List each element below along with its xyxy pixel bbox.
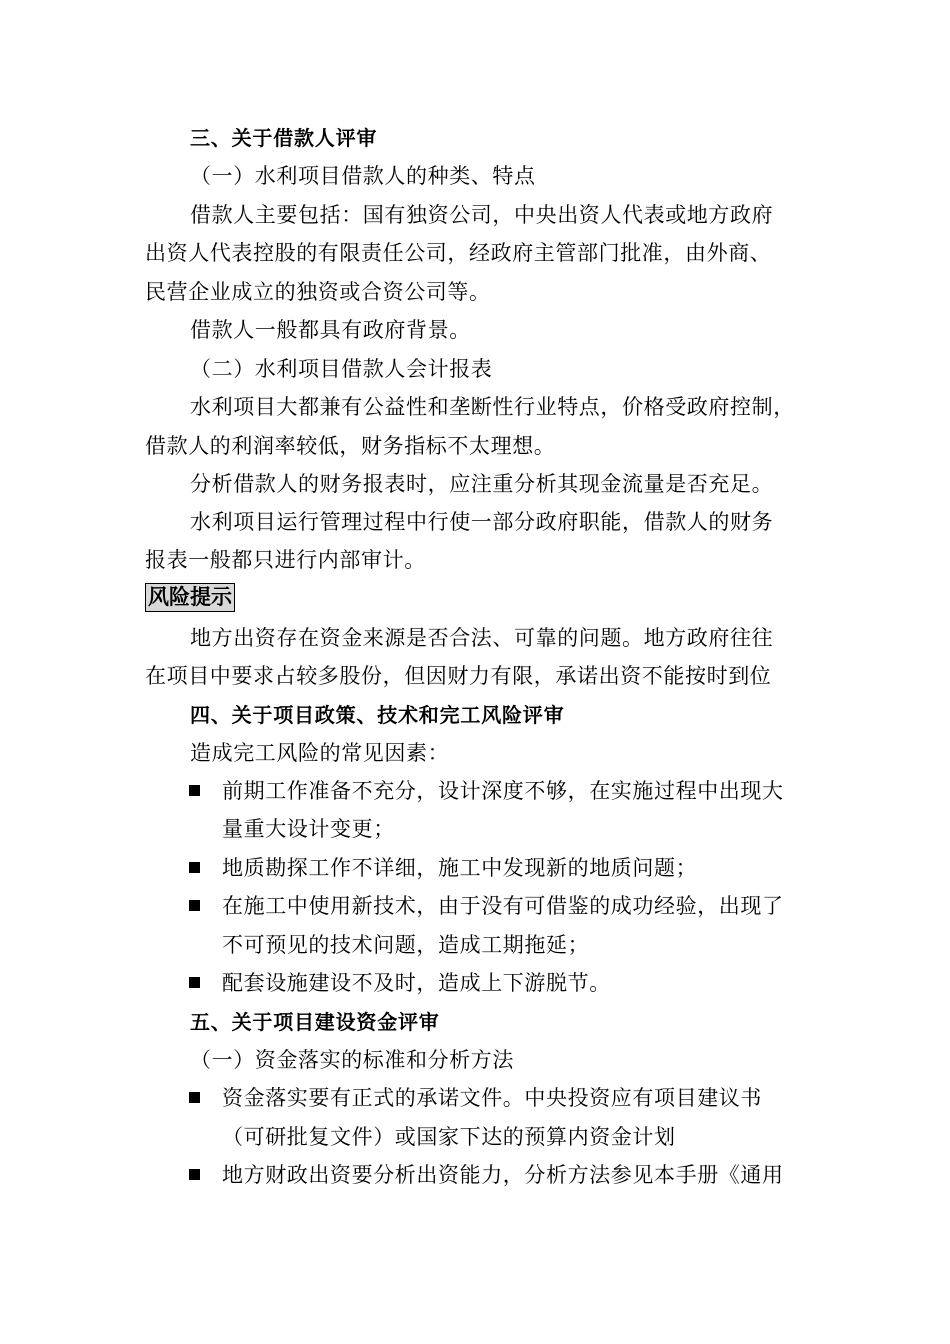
bullet-text-line: 不可预见的技术问题，造成工期拖延； [222,933,590,957]
paragraph-line: 造成完工风险的常见因素： [190,741,450,765]
section-4-heading: 四、关于项目政策、技术和完工风险评审 [190,703,565,727]
paragraph-line: 水利项目运行管理过程中行使一部分政府职能，借款人的财务 [190,510,774,534]
section-3-subheading-1: （一）水利项目借款人的种类、特点 [190,164,536,188]
bullet-text-line: 资金落实要有正式的承诺文件。中央投资应有项目建议书 [222,1086,762,1110]
bullet-text-line: 量重大设计变更； [222,817,395,841]
risk-text-line: 地方出资存在资金来源是否合法、可靠的问题。地方政府往往 [190,626,774,650]
paragraph-line: 借款人主要包括：国有独资公司，中央出资人代表或地方政府 [190,203,774,227]
section-3-subheading-2: （二）水利项目借款人会计报表 [190,357,493,381]
bullet-square-icon [189,900,200,911]
bullet-text-line: 前期工作准备不充分，设计深度不够，在实施过程中出现大 [222,779,784,803]
paragraph-line: 出资人代表控股的有限责任公司，经政府主管部门批准，由外商、 [145,241,772,265]
bullet-square-icon [189,1092,200,1103]
bullet-square-icon [189,785,200,796]
risk-text-line: 在项目中要求占较多股份，但因财力有限，承诺出资不能按时到位 [145,664,772,688]
bullet-text-line: 在施工中使用新技术，由于没有可借鉴的成功经验，出现了 [222,894,784,918]
section-5-heading: 五、关于项目建设资金评审 [190,1010,440,1034]
bullet-text-line: 地质勘探工作不详细，施工中发现新的地质问题； [222,856,698,880]
paragraph-line: 分析借款人的财务报表时，应注重分析其现金流量是否充足。 [190,472,774,496]
bullet-square-icon [189,862,200,873]
bullet-text-line: 地方财政出资要分析出资能力，分析方法参见本手册《通用 [222,1163,784,1187]
bullet-text-line: 配套设施建设不及时，造成上下游脱节。 [222,971,611,995]
bullet-text-line: （可研批复文件）或国家下达的预算内资金计划 [222,1125,676,1149]
paragraph-line: 借款人一般都具有政府背景。 [190,318,471,342]
bullet-square-icon [189,1169,200,1180]
section-5-subheading-1: （一）资金落实的标准和分析方法 [190,1048,514,1072]
paragraph-line: 水利项目大都兼有公益性和垄断性行业特点，价格受政府控制， [190,395,795,419]
paragraph-line: 报表一般都只进行内部审计。 [145,548,426,572]
section-3-heading: 三、关于借款人评审 [190,126,378,150]
bullet-square-icon [189,977,200,988]
paragraph-line: 借款人的利润率较低，财务指标不太理想。 [145,434,556,458]
risk-tip-label: 风险提示 [145,583,235,612]
paragraph-line: 民营企业成立的独资或合资公司等。 [145,280,491,304]
